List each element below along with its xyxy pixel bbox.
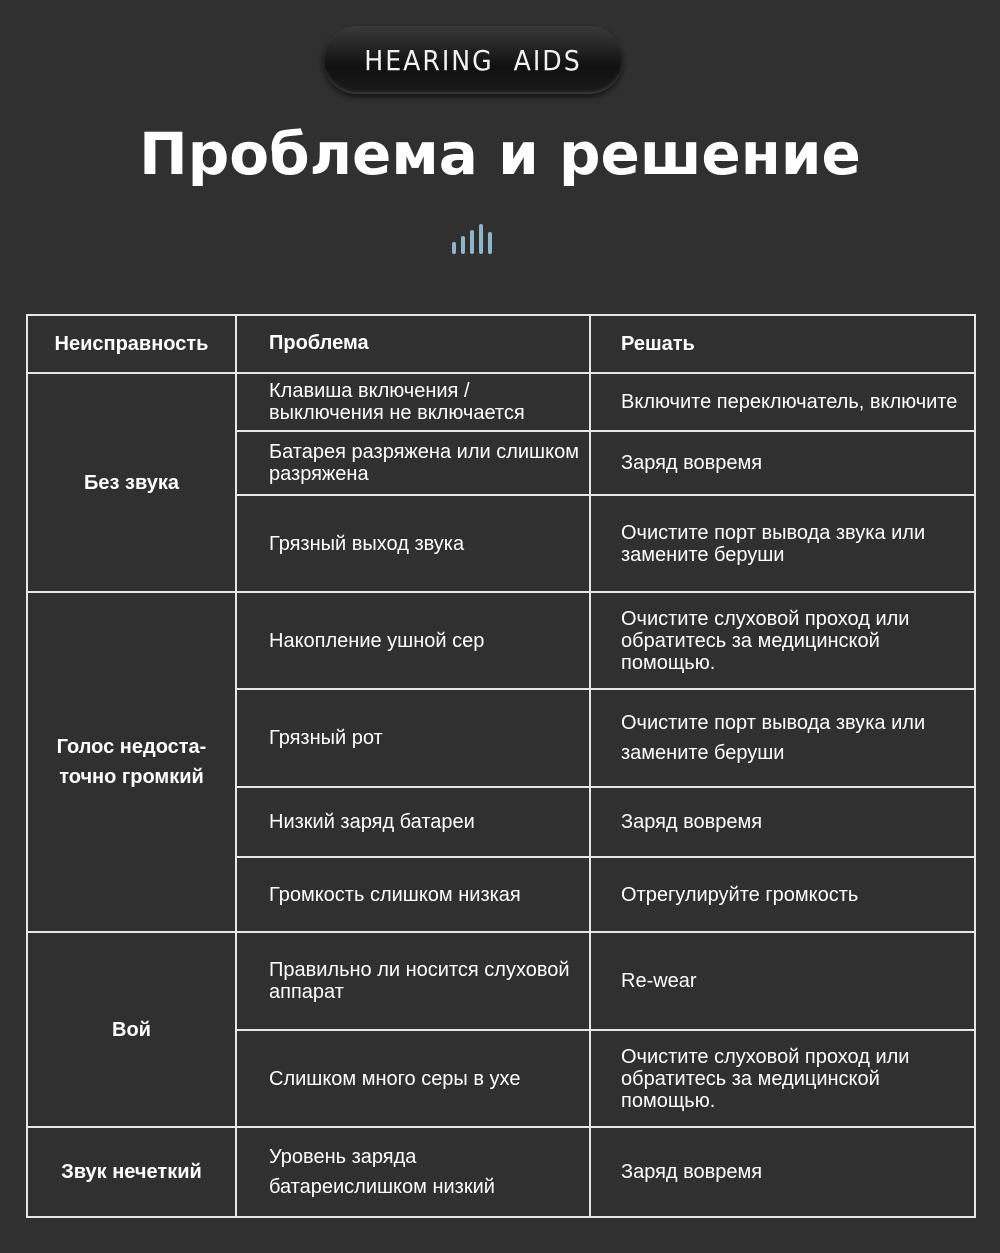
problem-cell: Батарея разряжена или слишком разряжена bbox=[236, 431, 590, 495]
troubleshooting-table bbox=[26, 314, 976, 1218]
problem-cell: Грязный рот bbox=[236, 689, 590, 787]
solution-cell: Очистите порт вывода звука или замените беруши bbox=[590, 689, 975, 787]
table-row bbox=[27, 592, 975, 689]
header-problem: Проблема bbox=[236, 315, 590, 373]
page-title: Проблема и решение bbox=[139, 120, 861, 188]
problem-cell: Правильно ли носится слуховой аппарат bbox=[236, 932, 590, 1030]
fault-cell: Вой bbox=[27, 932, 236, 1127]
solution-cell: Re-wear bbox=[590, 932, 975, 1030]
table-row bbox=[27, 1127, 975, 1217]
problem-cell: Слишком много серы в ухе bbox=[236, 1030, 590, 1127]
header-fault: Неисправность bbox=[27, 315, 236, 373]
problem-cell: Уровень заряда батареислишком низкий bbox=[236, 1127, 590, 1217]
solution-cell: Заряд вовремя bbox=[590, 1127, 975, 1217]
problem-cell: Громкость слишком низкая bbox=[236, 857, 590, 932]
fault-cell: Голос недоста-точно громкий bbox=[27, 592, 236, 932]
problem-cell: Накопление ушной сер bbox=[236, 592, 590, 689]
sound-bars-icon bbox=[450, 222, 500, 256]
table-header-row bbox=[27, 315, 975, 373]
solution-cell: Заряд вовремя bbox=[590, 787, 975, 857]
solution-cell: Очистите слуховой проход или обратитесь за медицинской помощью. bbox=[590, 1030, 975, 1127]
solution-cell: Отрегулируйте громкость bbox=[590, 857, 975, 932]
fault-cell: Без звука bbox=[27, 373, 236, 592]
solution-cell: Заряд вовремя bbox=[590, 431, 975, 495]
solution-cell: Очистите порт вывода звука или замените беруши bbox=[590, 495, 975, 592]
header-solution: Решать bbox=[590, 315, 975, 373]
hearing-aids-badge bbox=[323, 26, 623, 94]
solution-cell: Включите переключатель, включите bbox=[590, 373, 975, 431]
problem-cell: Клавиша включения / выключения не включается bbox=[236, 373, 590, 431]
table-row bbox=[27, 932, 975, 1030]
problem-cell: Низкий заряд батареи bbox=[236, 787, 590, 857]
table-row bbox=[27, 373, 975, 431]
solution-cell: Очистите слуховой проход или обратитесь за медицинской помощью. bbox=[590, 592, 975, 689]
fault-cell: Звук нечеткий bbox=[27, 1127, 236, 1217]
badge-label: HEARING AIDS bbox=[364, 43, 582, 77]
problem-cell: Грязный выход звука bbox=[236, 495, 590, 592]
